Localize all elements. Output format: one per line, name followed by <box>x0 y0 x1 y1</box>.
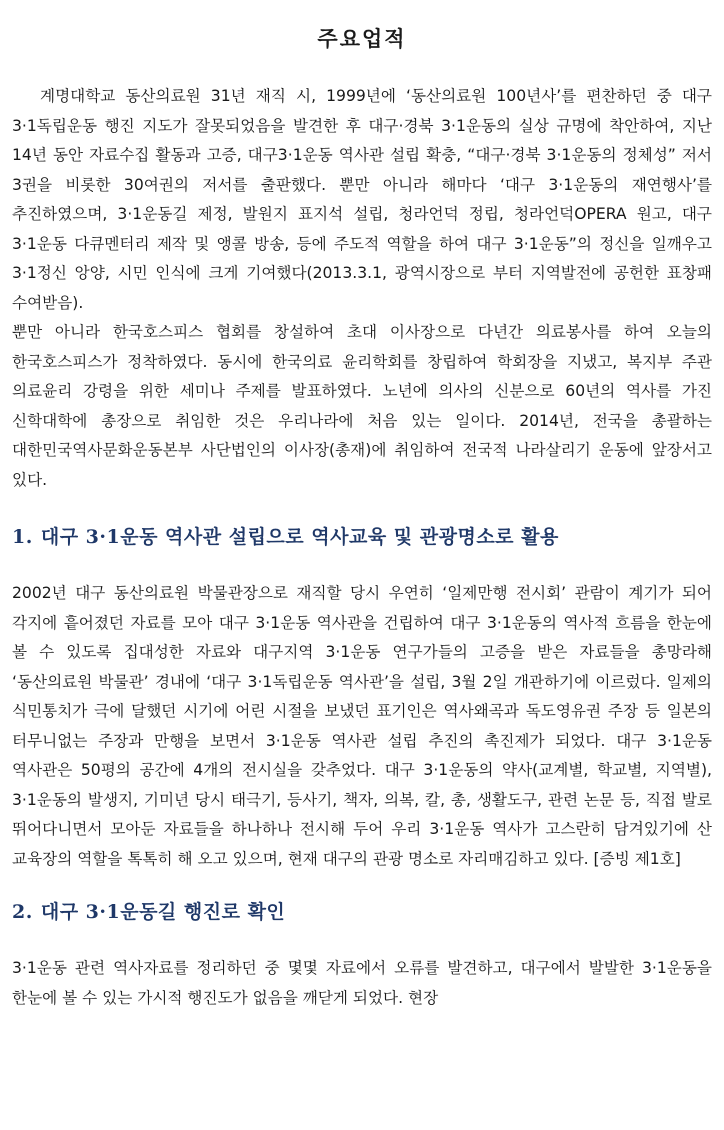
paragraph-hospice: 뿐만 아니라 한국호스피스 협회를 창설하여 초대 이사장으로 다년간 의료봉사를 하여 오늘의 한국호스피스가 정착하였다. 동시에 한국의료 윤리학회를 창립하여 학회장을 지냈고, 복지부 주관 의료윤리 강령을 위한 세미나 주제를 발표하였다. 노년에 의사의 신분으로 60년의 역사를 가진 신학대학에 총장으로 취임한 것은 우리나라에 처음 있는 일이다. 2014년, 전국을 총괄하는 대한민국역사문화운동본부 사단법인의 이사장(총재)에 취임하여 전국적 나라살리기 운동에 앞장서고 있다. <box>12 323 712 489</box>
paragraph-career: 계명대학교 동산의료원 31년 재직 시, 1999년에 ‘동산의료원 100년사’를 편찬하던 중 대구 3·1독립운동 행진 지도가 잘못되었음을 발견한 후 대구·경북 3·1운동의 실상 규명에 착안하여, 지난 14년 동안 자료수집 활동과 고증, 대구3·1운동 역사관 설립 확충, “대구·경북 3·1운동의 정체성” 저서 3권을 비롯한 30여권의 저서를 출판했다. 뿐만 아니라 해마다 ‘대구 3·1운동의 재연행사’를 추진하였으며, 3·1운동길 제정, 발원지 표지석 설립, 청라언덕 정립, 청라언덕OPERA 원고, 대구 3·1운동 다큐멘터리 제작 및 앵콜 방송, 등에 주도적 역할을 하여 대구 3·1운동”의 정신을 일깨우고 3·1정신 앙양, 시민 인식에 크게 기여했다(2013.3.1, 광역시장으로 부터 지역발전에 공헌한 표창패 수여받음). <box>12 87 712 312</box>
section-heading-1 <box>12 519 712 555</box>
section-number: 1. <box>12 526 33 548</box>
section-heading-2 <box>12 894 712 930</box>
paragraph-route: 3·1운동 관련 역사자료를 정리하던 중 몇몇 자료에서 오류를 발견하고, 대구에서 발발한 3·1운동을 한눈에 볼 수 있는 가시적 행진도가 없음을 깨닫게 되었다. 현장 <box>12 959 712 1007</box>
page-title: 주요업적 <box>317 26 407 51</box>
document-page <box>12 0 712 1013</box>
paragraph-museum: 2002년 대구 동산의료원 박물관장으로 재직할 당시 우연히 ‘일제만행 전시회’ 관람이 계기가 되어 각지에 흩어졌던 자료를 모아 대구 3·1운동 역사관을 건립하여 대구 3·1운동의 역사적 흐름을 한눈에 볼 수 있도록 집대성한 자료와 대구지역 3·1운동 연구가들의 고증을 받은 자료들을 총망라해 ‘동산의료원 박물관’ 경내에 ‘대구 3·1독립운동 역사관’을 설립, 3월 2일 개관하기에 이르렀다. 일제의 식민통치가 극에 달했던 시기에 어린 시절을 보냈던 표기인은 역사왜곡과 독도영유권 주장 등 일본의 터무니없는 주장과 만행을 보면서 3·1운동 역사관 설립 추진의 촉진제가 되었다. 대구 3·1운동 역사관은 50평의 공간에 4개의 전시실을 갖추었다. 대구 3·1운동의 약사(교계별, 학교별, 지역별), 3·1운동의 발생지, 기미년 당시 태극기, 등사기, 책자, 의복, 칼, 총, 생활도구, 관련 논문 등, 직접 발로 뛰어다니면서 모아둔 자료들을 하나하나 전시해 두어 우리 3·1운동 역사가 고스란히 담겨있기에 산 교육장의 역할을 톡톡히 해 오고 있으며, 현재 대구의 관광 명소로 자리매김하고 있다. [증빙 제1호] <box>12 584 712 868</box>
section-number: 2. <box>12 901 33 923</box>
section-heading-text: 대구 3·1운동길 행진로 확인 <box>40 901 286 923</box>
section-heading-text: 대구 3·1운동 역사관 설립으로 역사교육 및 관광명소로 활용 <box>40 526 559 548</box>
